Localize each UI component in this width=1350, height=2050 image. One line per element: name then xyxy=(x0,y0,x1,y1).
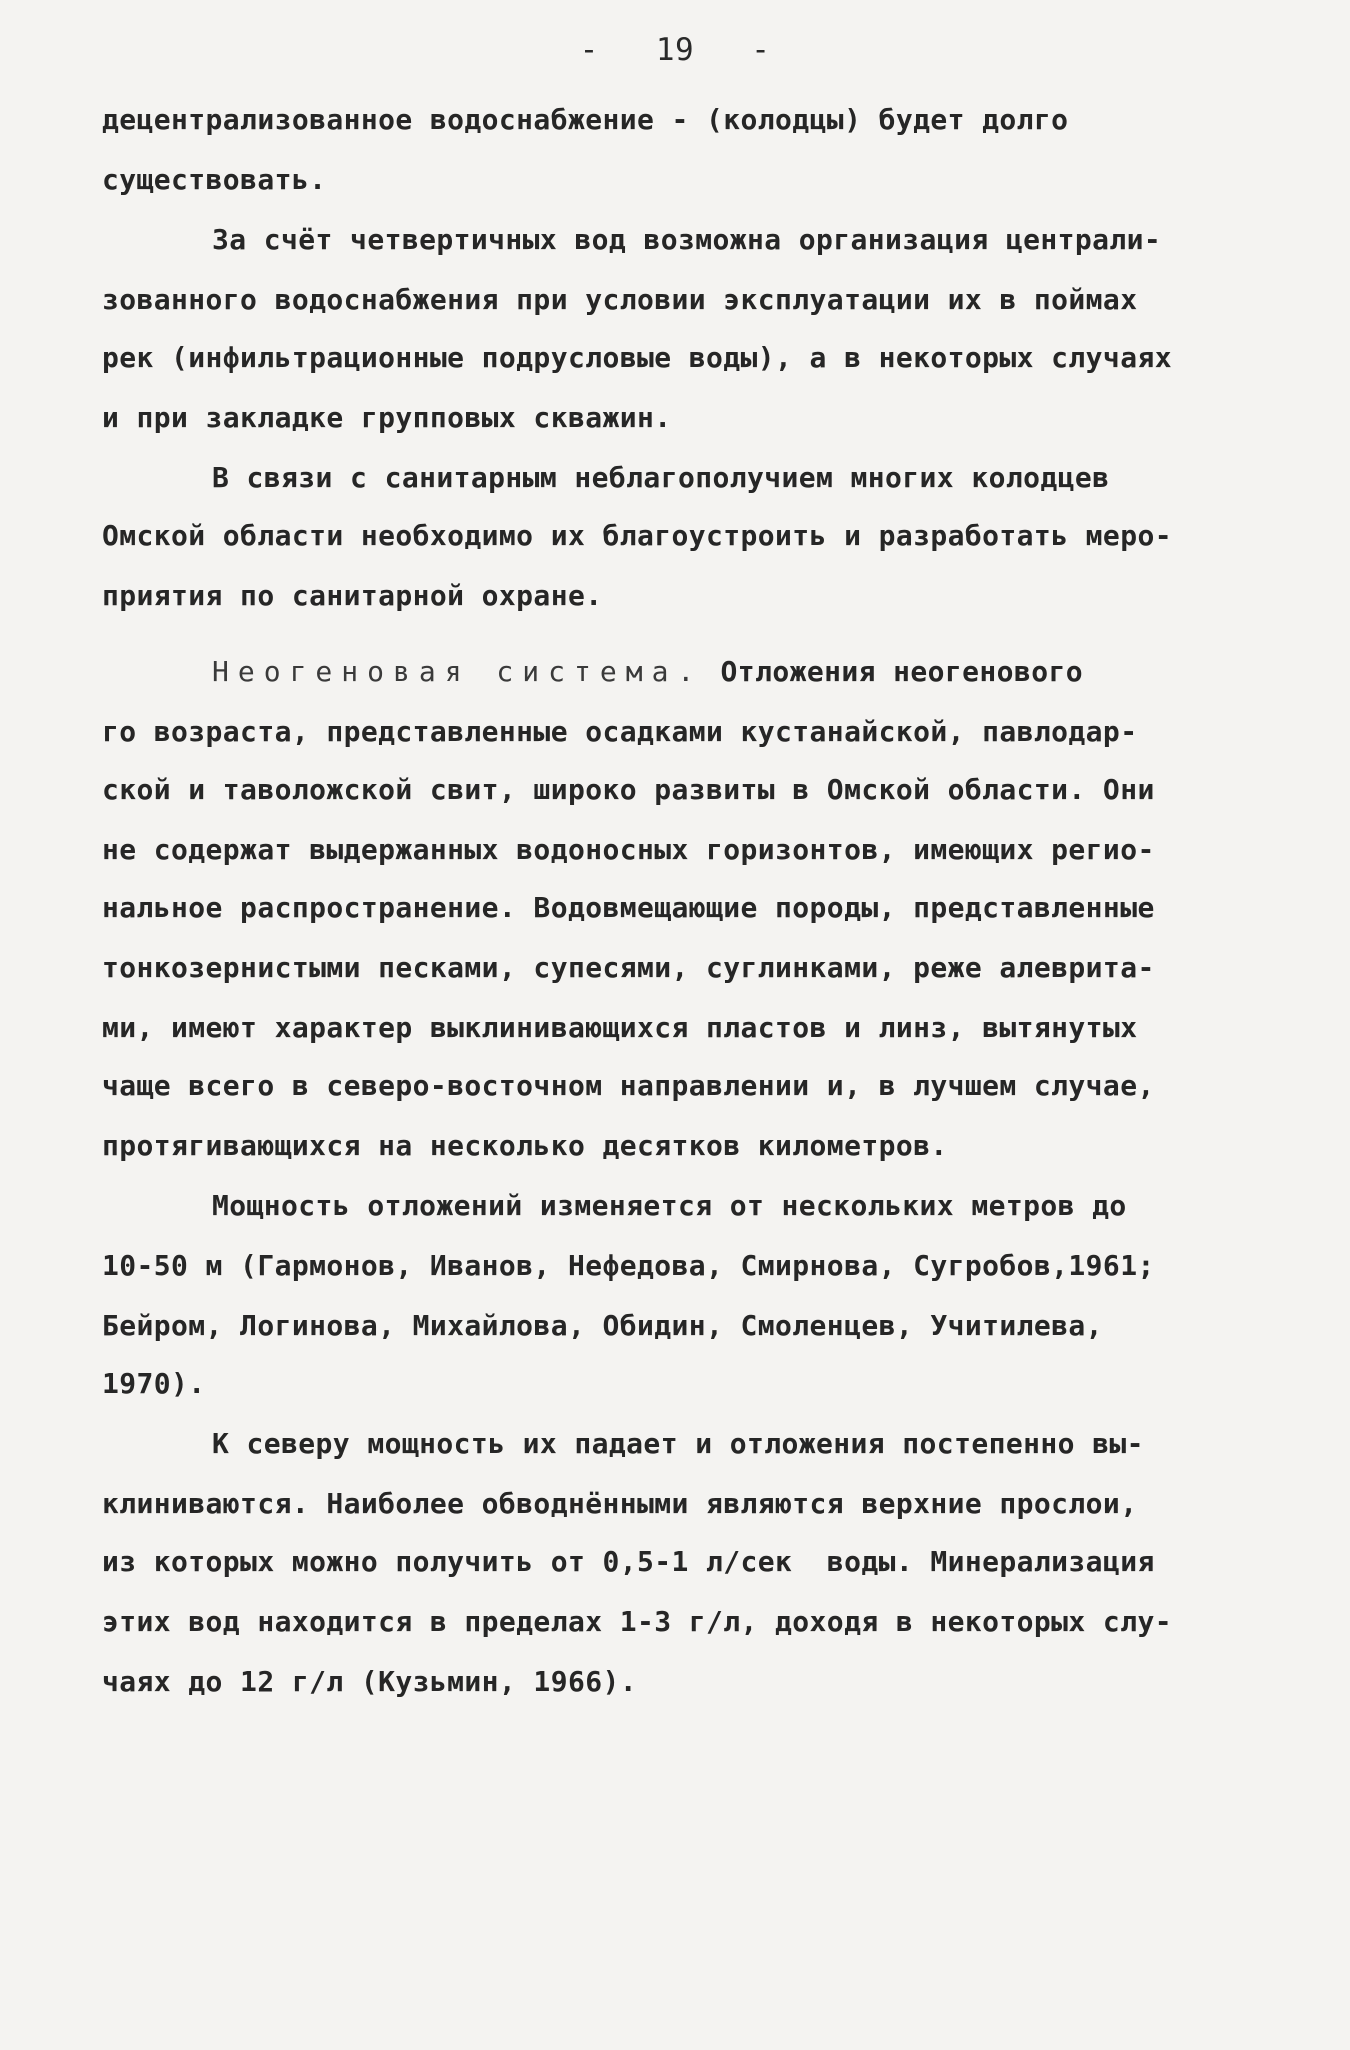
text-line: протягивающихся на несколько десятков километров. xyxy=(102,1129,948,1162)
text-line: не содержат выдержанных водоносных горизонтов, имеющих регио- xyxy=(102,833,1155,866)
text-line: Бейром, Логинова, Михайлова, Обидин, Смоленцев, Учитилева, xyxy=(102,1309,1103,1342)
section-heading-term: Неогеновая система. xyxy=(212,655,704,688)
text-line: Омской области необходимо их благоустроить и разработать меро- xyxy=(102,519,1172,552)
page-number: - 19 - xyxy=(579,32,771,68)
text-line: го возраста, представленные осадками кустанайской, павлодар- xyxy=(102,715,1138,748)
text-line: и при закладке групповых скважин. xyxy=(102,401,672,434)
text-line: В связи с санитарным неблагополучием многих колодцев xyxy=(212,461,1110,494)
text-line: К северу мощность их падает и отложения постепенно вы- xyxy=(212,1427,1144,1460)
text-line: зованного водоснабжения при условии эксплуатации их в поймах xyxy=(102,283,1138,316)
text-line: Мощность отложений изменяется от нескольких метров до xyxy=(212,1189,1127,1222)
text-line: этих вод находится в пределах 1-3 г/л, доходя в некоторых слу- xyxy=(102,1605,1172,1638)
text-line: чаях до 12 г/л (Кузьмин, 1966). xyxy=(102,1665,637,1698)
text-line: 10-50 м (Гармонов, Иванов, Нефедова, Смирнова, Сугробов,1961; xyxy=(102,1249,1155,1282)
text-line: клиниваются. Наиболее обводнёнными являются верхние прослои, xyxy=(102,1487,1138,1520)
section-first-line xyxy=(212,654,1083,690)
text-line: нальное распространение. Водовмещающие породы, представленные xyxy=(102,891,1155,924)
text-line: из которых можно получить от 0,5-1 л/сек воды. Минерализация xyxy=(102,1545,1155,1578)
text-line: существовать. xyxy=(102,163,327,196)
text-line: тонкозернистыми песками, супесями, суглинками, реже алеврита- xyxy=(102,951,1155,984)
text-line: децентрализованное водоснабжение - (колодцы) будет долго xyxy=(102,103,1069,136)
text-line: приятия по санитарной охране. xyxy=(102,579,603,612)
text-line: ской и таволожской свит, широко развиты в Омской области. Они xyxy=(102,773,1155,806)
text-line: рек (инфильтрационные подрусловые воды), а в некоторых случаях xyxy=(102,341,1172,374)
text-line: чаще всего в северо-восточном направлении и, в лучшем случае, xyxy=(102,1069,1155,1102)
text-line: 1970). xyxy=(102,1367,206,1400)
text-line: За счёт четвертичных вод возможна организация централи- xyxy=(212,223,1162,256)
text-fragment: Отложения неогенового xyxy=(703,655,1083,688)
text-line: ми, имеют характер выклинивающихся пластов и линз, вытянутых xyxy=(102,1011,1138,1044)
